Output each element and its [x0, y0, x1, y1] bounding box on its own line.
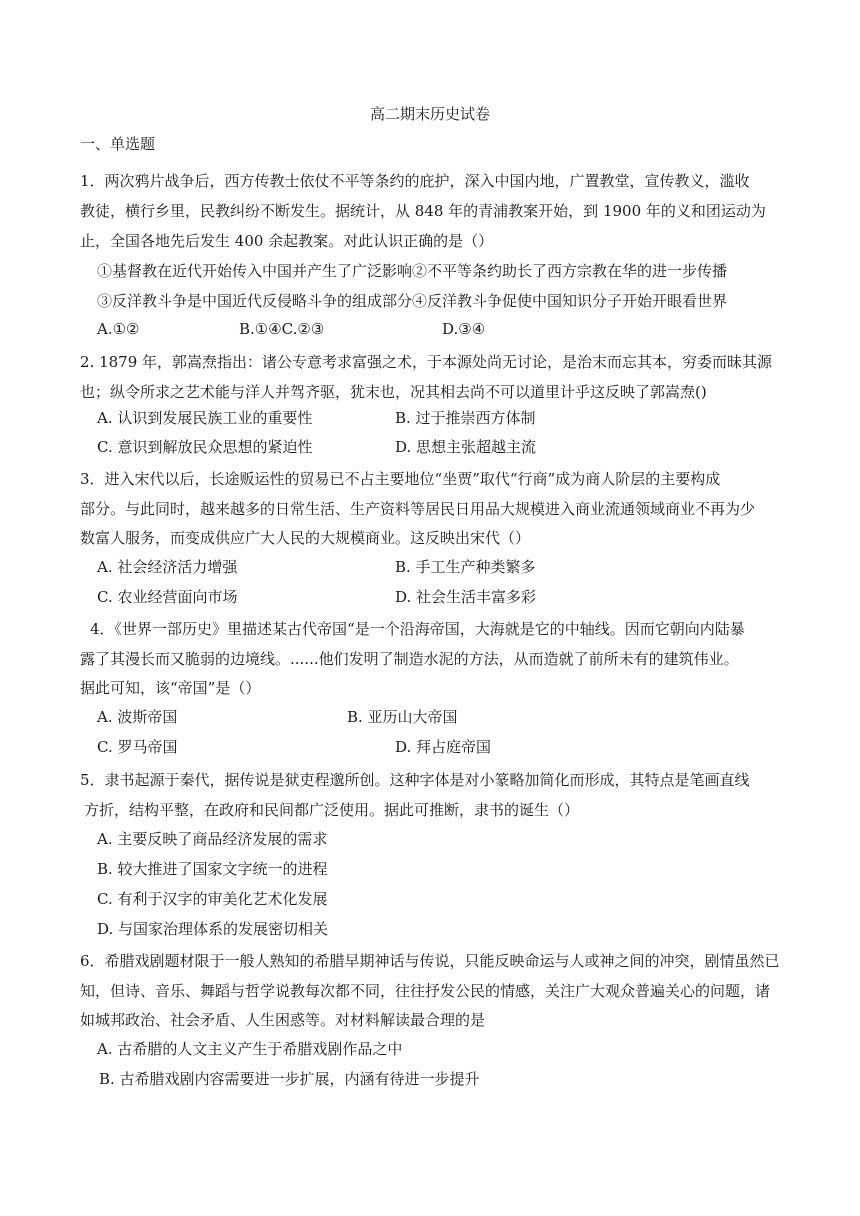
option-a: A. 波斯帝国	[97, 708, 178, 726]
option-b: B. 手工生产种类繁多	[395, 558, 536, 576]
question-1-line: 1．两次鸦片战争后，西方传教士依仗不平等条约的庇护，深入中国内地，广置教堂，宣传教义，滥收	[80, 172, 750, 190]
question-5-line: 方折，结构平整，在政府和民间都广泛使用。据此可推断，隶书的诞生（）	[84, 801, 580, 819]
option-c: C. 有利于汉字的审美化艺术化发展	[97, 890, 328, 908]
question-1-line: 教徒，横行乡里，民教纠纷不断发生。据统计，从 848 年的青浦教案开始，到 1900 年的义和团运动为	[80, 202, 766, 220]
option-a: A.①②	[97, 320, 140, 338]
option-c: C. 农业经营面向市场	[97, 588, 238, 606]
question-3-line: 数富人服务，而变成供应广大人民的大规模商业。这反映出宋代（）	[80, 529, 531, 547]
option-b: B. 古希腊戏剧内容需要进一步扩展，内涵有待进一步提升	[99, 1070, 480, 1088]
question-6-line: 如城邦政治、社会矛盾、人生困惑等。对材料解读最合理的是	[80, 1011, 486, 1029]
option-b: B. 亚历山大帝国	[347, 708, 458, 726]
question-1-statement: ①基督教在近代开始传入中国并产生了广泛影响②不平等条约助长了西方宗教在华的进一步传播	[97, 262, 728, 280]
option-a: A. 主要反映了商品经济发展的需求	[97, 830, 328, 848]
question-1-line: 止，全国各地先后发生 400 余起教案。对此认识正确的是（）	[80, 232, 494, 250]
option-c: C. 罗马帝国	[97, 738, 178, 756]
option-d: D. 思想主张超越主流	[395, 438, 537, 456]
question-3-line: 3．进入宋代以后，长途贩运性的贸易已不占主要地位“坐贾”取代“行商”成为商人阶层的主要构成	[80, 470, 721, 488]
section-heading: 一、单选题	[80, 135, 156, 153]
option-b-c: B.①④C.②③	[239, 320, 325, 338]
option-d: D.③④	[442, 320, 486, 338]
question-4-line: 4．《世界一部历史》里描述某古代帝国“是一个沿海帝国，大海就是它的中轴线。因而它朝向内陆暴	[90, 620, 745, 638]
option-a: A. 认识到发展民族工业的重要性	[97, 409, 313, 427]
question-4-line: 据此可知，该“帝国”是（）	[80, 679, 261, 697]
question-4-line: 露了其漫长而又脆弱的边境线。......他们发明了制造水泥的方法，从而造就了前所未有的建筑伟业。	[80, 650, 739, 668]
question-5-line: 5．隶书起源于秦代，据传说是狱吏程邈所创。这种字体是对小篆略加简化而形成，其特点是笔画直线	[80, 771, 750, 789]
option-d: D. 社会生活丰富多彩	[395, 588, 537, 606]
question-6-line: 知，但诗、音乐、舞蹈与哲学说教每次都不同，往往抒发公民的情感，关注广大观众普遍关心的问题，诸	[80, 982, 771, 1000]
page-title: 高二期末历史试卷	[369, 105, 490, 123]
option-b: B. 较大推进了国家文字统一的进程	[97, 860, 328, 878]
option-a: A. 古希腊的人文主义产生于希腊戏剧作品之中	[97, 1040, 403, 1058]
question-2-line: 2. 1879 年，郭嵩焘指出：诸公专意考求富强之术，于本源处尚无讨论，是治末而忘其本，穷委而昧其源	[80, 353, 773, 371]
question-6-line: 6．希腊戏剧题材限于一般人熟知的希腊早期神话与传说，只能反映命运与人或神之间的冲突，剧情虽然已	[80, 952, 780, 970]
option-d: D. 拜占庭帝国	[395, 738, 492, 756]
option-c: C. 意识到解放民众思想的紧迫性	[97, 438, 313, 456]
question-1-statement: ③反洋教斗争是中国近代反侵略斗争的组成部分④反洋教斗争促使中国知识分子开始开眼看世界	[97, 292, 728, 310]
question-3-line: 部分。与此同时，越来越多的日常生活、生产资料等居民日用品大规模进入商业流通领域商业不再为少	[80, 500, 756, 518]
question-2-line: 也；纵令所求之艺术能与洋人并驾齐驱，犹末也，况其相去尚不可以道里计乎这反映了郭嵩焘()	[80, 383, 707, 401]
option-d: D. 与国家治理体系的发展密切相关	[97, 920, 329, 938]
option-b: B. 过于推崇西方体制	[395, 409, 536, 427]
option-a: A. 社会经济活力增强	[97, 558, 238, 576]
